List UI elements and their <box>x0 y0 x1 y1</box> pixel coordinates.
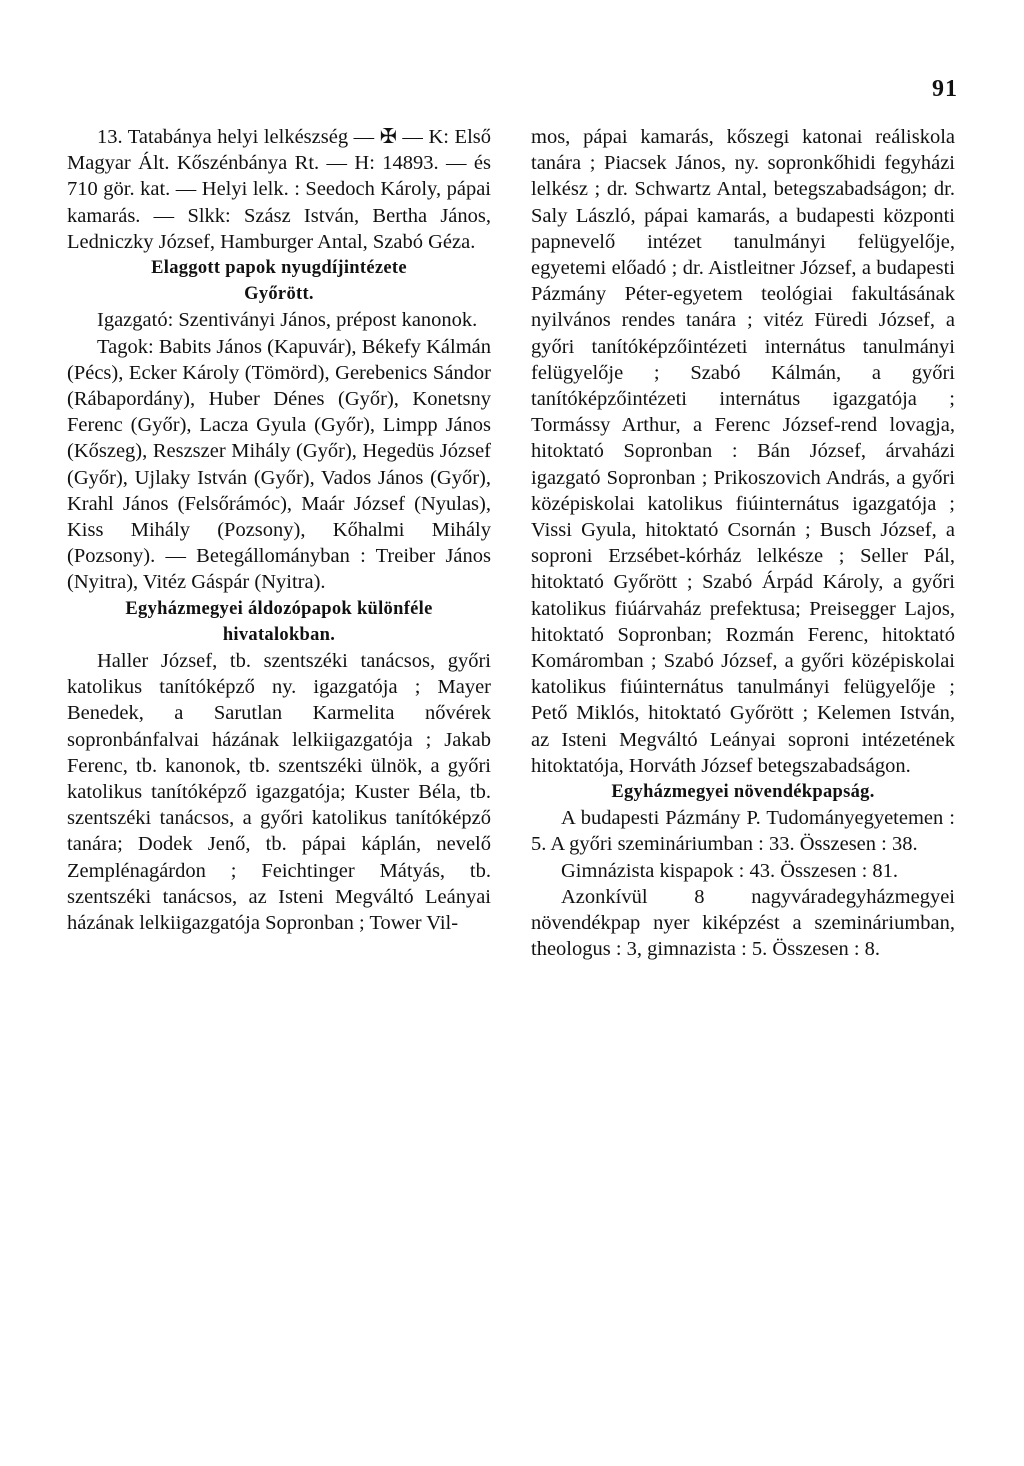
page-number: 91 <box>932 76 958 102</box>
right-column <box>531 124 955 963</box>
igazgato-paragraph: Igazgató: Szentiványi János, prépost kanonok. <box>97 309 478 332</box>
novendek-paragraph-3: Azonkívül 8 nagyváradegyházmegyei növendékpap nyer kiképzést a szemináriumban, theologus : 3, gimnazista : 5. Összesen : 8. <box>531 885 955 961</box>
section-heading-gyorott: Győrött. <box>244 284 314 305</box>
section-heading-aldozopapok: Egyházmegyei áldozópapok különféle <box>125 598 433 619</box>
novendek-paragraph-2: Gimnázista kispapok : 43. Összesen : 81. <box>561 859 899 882</box>
section-heading-nyugdijintezet: Elaggott papok nyugdíjintézete <box>151 258 407 279</box>
continuation-paragraph: mos, pápai kamarás, kőszegi katonai reáliskola tanára ; Piacsek János, ny. sopronkőhidi fegyházi lelkész ; dr. Schwartz Antal, betegszabadságon; dr. Saly László, pápai kamarás, a budapesti központi papnevelő intézet tanulmányi felügyelője, egyetemi előadó ; dr. Aistleitner József, a budapesti Pázmány Péter-egyetem teológiai fakultásának nyilvános rendes tanára ; vitéz Füredi József, a győri tanítóképzőintézeti internátus tanulmányi felügyelője ; Szabó Kálmán, a győri tanítóképzőintézeti internátus igazgatója ; Tormássy Arthur, a Ferenc József-rend lovagja, hitoktató Sopronban : Bán József, árvaházi igazgató Sopronban ; Prikoszovich András, a győri középiskolai katolikus fiúinternátus igazgatója ; Vissi Gyula, hitoktató Csornán ; Busch József, a soproni Erzsébet-kórház lelkésze ; Seller Pál, hitoktató Győrött ; Szabó Árpád Károly, a győri katolikus fiúárvaház prefektusa; Preisegger Lajos, hitoktató Sopronban; Rozmán Ferenc, hitoktató Komáromban ; Szabó József, a győri középiskolai katolikus fiúinternátus tanulmányi felügyelője ; Pető Miklós, hitoktató Győrött ; Kelemen István, az Isteni Megváltó Leányai soproni intézetének hitoktatója, Horváth József betegszabadságon. <box>531 126 955 777</box>
novendek-paragraph-1: A budapesti Pázmány P. Tudományegyetemen : 5. A győri szemináriumban : 33. Összesen : 38. <box>531 807 955 856</box>
left-column <box>67 124 491 936</box>
aldozopapok-paragraph: Haller József, tb. szentszéki tanácsos, győri katolikus tanítóképző ny. igazgatója ; Mayer Benedek, a Sarutlan Karmelita nővérek sopronbánfalvai házának lelkiigazgatója ; Jakab Ferenc, tb. kanonok, tb. szentszéki ülnök, a győri katolikus tanítóképző igazgatója; Kuster Béla, tb. szentszéki tanácsos, a győri katolikus tanítóképző tanára; Dodek Jenő, tb. pápai káplán, nevelő Zemplénagárdon ; Feichtinger Mátyás, tb. szentszéki tanácsos, az Isteni Megváltó Leányai házának lelkiigazgatója Sopronban ; Tower Vil- <box>67 650 491 935</box>
tagok-paragraph: Tagok: Babits János (Kapuvár), Békefy Kálmán (Pécs), Ecker Károly (Tömörd), Gerebenics Sándor (Rábapordány), Huber Dénes (Győr), Konetsny Ferenc (Győr), Lacza Gyula (Győr), Limpp János (Kőszeg), Reszszer Mihály (Győr), Hegedüs József (Győr), Ujlaky István (Győr), Vados János (Győr), Krahl János (Felsőrámóc), Maár József (Nyulas), Kiss Mihály (Pozsony), Kőhalmi Mihály (Pozsony). — Betegállományban : Treiber János (Nyitra), Vitéz Gáspár (Nyitra). <box>67 335 491 594</box>
section-heading-hivatalokban: hivatalokban. <box>222 624 336 645</box>
section-heading-novendekpapsag: Egyházmegyei növendékpapság. <box>611 782 875 803</box>
tatabanya-parish-entry: 13. Tatabánya helyi lelkészség — ✠ — K: Első Magyar Ált. Kőszénbánya Rt. — H: 14893. — és 710 gör. kat. — Helyi lelk. : Seedoch Károly, pápai kamarás. — Slkk: Szász István, Bertha János, Ledniczky József, Hamburger Antal, Szabó Géza. <box>67 126 491 253</box>
